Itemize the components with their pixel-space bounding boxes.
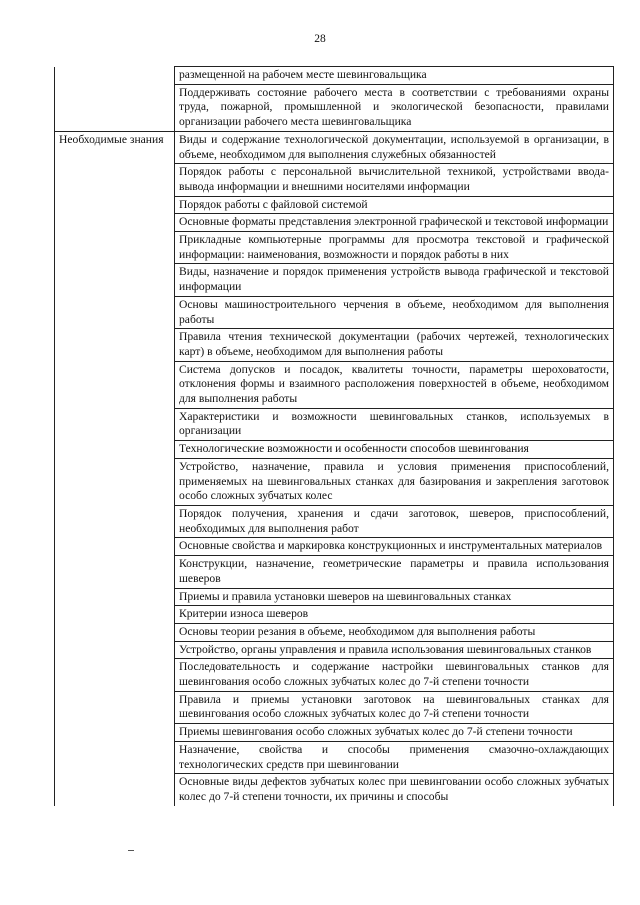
table-row	[55, 691, 614, 723]
row-text: Критерии износа шеверов	[175, 606, 614, 624]
row-label	[55, 196, 175, 214]
row-text: Основные форматы представления электронной графической и текстовой информации	[175, 214, 614, 232]
row-text: Основы теории резания в объеме, необходимом для выполнения работы	[175, 623, 614, 641]
row-label	[55, 505, 175, 537]
row-text: Правила чтения технической документации (рабочих чертежей, технологических карт) в объеме, необходимом для выполнения работы	[175, 329, 614, 361]
table-row	[55, 623, 614, 641]
row-label	[55, 84, 175, 131]
row-text: Характеристики и возможности шевинговальных станков, используемых в организации	[175, 408, 614, 440]
row-label	[55, 538, 175, 556]
row-text: Устройство, органы управления и правила использования шевинговальных станков	[175, 641, 614, 659]
row-label	[55, 641, 175, 659]
table-row	[55, 164, 614, 196]
row-text: Правила и приемы установки заготовок на шевинговальных станках для шевингования особо сложных зубчатых колес до 7-й степени точности	[175, 691, 614, 723]
row-text: размещенной на рабочем месте шевинговальщика	[175, 67, 614, 85]
row-text: Прикладные компьютерные программы для просмотра текстовой и графической информации: наименования, возможности и порядок работы в них	[175, 232, 614, 264]
table-row	[55, 641, 614, 659]
row-label	[55, 623, 175, 641]
row-text: Назначение, свойства и способы применения смазочно-охлаждающих технологических средств при шевинговании	[175, 741, 614, 773]
row-text: Основные свойства и маркировка конструкционных и инструментальных материалов	[175, 538, 614, 556]
row-label	[55, 296, 175, 328]
row-label	[55, 556, 175, 588]
table-row	[55, 232, 614, 264]
row-text: Виды и содержание технологической документации, используемой в организации, в объеме, необходимом для выполнения служебных обязанностей	[175, 131, 614, 163]
table-row	[55, 458, 614, 505]
row-label	[55, 458, 175, 505]
table-row	[55, 84, 614, 131]
table-row	[55, 214, 614, 232]
table-row	[55, 67, 614, 85]
row-label	[55, 232, 175, 264]
row-text: Порядок получения, хранения и сдачи заготовок, шеверов, приспособлений, необходимых для выполнения работ	[175, 505, 614, 537]
table-row	[55, 588, 614, 606]
row-text: Технологические возможности и особенности способов шевингования	[175, 441, 614, 459]
row-text: Устройство, назначение, правила и условия применения приспособлений, применяемых на шевинговальных станках для базирования и закрепления заготовок особо сложных зубчатых колес	[175, 458, 614, 505]
row-label	[55, 441, 175, 459]
table-row	[55, 196, 614, 214]
table-row	[55, 441, 614, 459]
row-text: Приемы и правила установки шеверов на шевинговальных станках	[175, 588, 614, 606]
row-label	[55, 724, 175, 742]
footer-mark	[128, 850, 134, 851]
row-text: Основы машиностроительного черчения в объеме, необходимом для выполнения работы	[175, 296, 614, 328]
table-row	[55, 296, 614, 328]
row-label: Необходимые знания	[55, 131, 175, 163]
table-row	[55, 131, 614, 163]
row-label	[55, 588, 175, 606]
table-row	[55, 774, 614, 806]
row-text: Приемы шевингования особо сложных зубчатых колес до 7-й степени точности	[175, 724, 614, 742]
table-row	[55, 505, 614, 537]
row-text: Основные виды дефектов зубчатых колес при шевинговании особо сложных зубчатых колес до 7-й степени точности, их причины и способы	[175, 774, 614, 806]
row-label	[55, 691, 175, 723]
row-label	[55, 214, 175, 232]
table-row	[55, 361, 614, 408]
row-text: Виды, назначение и порядок применения устройств вывода графической и текстовой информации	[175, 264, 614, 296]
table-row	[55, 329, 614, 361]
table-row	[55, 606, 614, 624]
row-text: Система допусков и посадок, квалитеты точности, параметры шероховатости, отклонения формы и взаимного расположения поверхностей в объеме, необходимом для выполнения работы	[175, 361, 614, 408]
table-row	[55, 724, 614, 742]
table-row	[55, 538, 614, 556]
row-label	[55, 329, 175, 361]
row-label	[55, 774, 175, 806]
table-row	[55, 264, 614, 296]
row-text: Порядок работы с файловой системой	[175, 196, 614, 214]
row-text: Порядок работы с персональной вычислительной техникой, устройствами ввода-вывода информации и внешними носителями информации	[175, 164, 614, 196]
row-label	[55, 67, 175, 85]
table-row	[55, 741, 614, 773]
knowledge-table	[54, 66, 614, 806]
row-label	[55, 659, 175, 691]
row-label	[55, 264, 175, 296]
table-row	[55, 659, 614, 691]
page-number: 28	[314, 33, 326, 45]
row-text: Последовательность и содержание настройки шевинговальных станков для шевингования особо сложных зубчатых колес до 7-й степени точности	[175, 659, 614, 691]
table-row	[55, 556, 614, 588]
row-label	[55, 164, 175, 196]
row-label	[55, 361, 175, 408]
table-row	[55, 408, 614, 440]
row-text: Конструкции, назначение, геометрические параметры и правила использования шеверов	[175, 556, 614, 588]
row-label	[55, 606, 175, 624]
row-text: Поддерживать состояние рабочего места в соответствии с требованиями охраны труда, пожарной, промышленной и экологической безопасности, правилами организации рабочего места шевинговальщика	[175, 84, 614, 131]
row-label	[55, 408, 175, 440]
table-body	[55, 67, 614, 806]
row-label	[55, 741, 175, 773]
